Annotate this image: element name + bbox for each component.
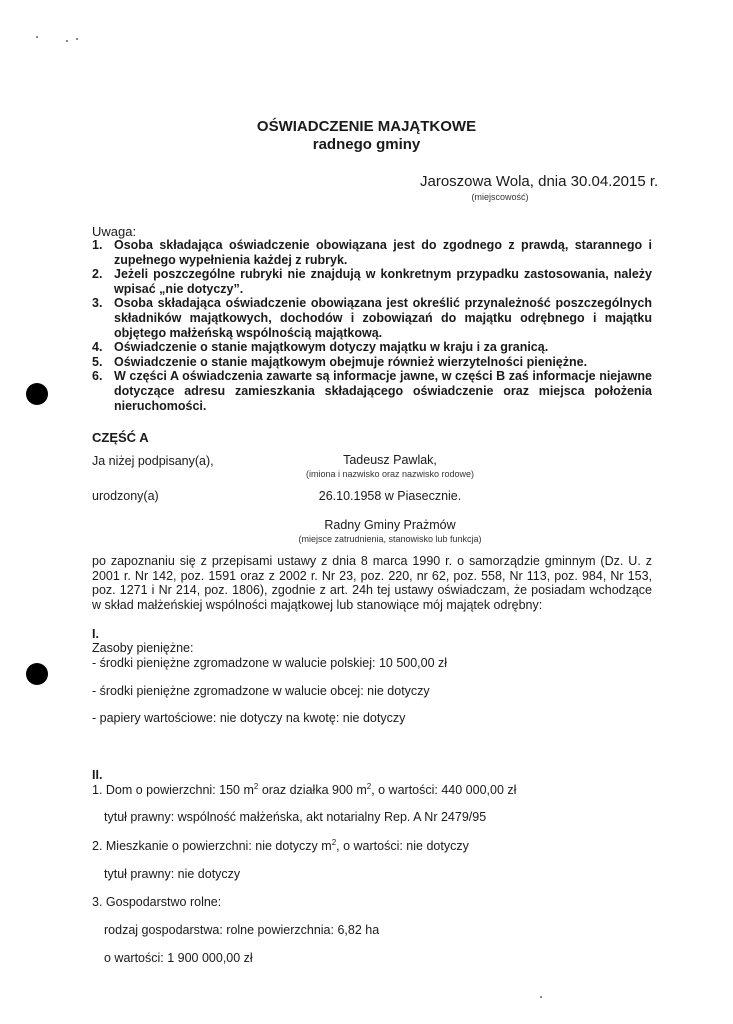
note-item: 1. Osoba składająca oświadczenie obowiązana jest do zgodnego z prawdą, starannego i zupełnego wypełnienia każdej z rubryk.: [92, 238, 652, 267]
punch-hole: [26, 383, 48, 405]
place-caption: (miejscowość): [471, 192, 529, 202]
securities: - papiery wartościowe: nie dotyczy na kwotę: nie dotyczy: [92, 711, 406, 725]
document-title: [0, 118, 733, 154]
employment: Radny Gminy Prażmów: [324, 518, 456, 532]
cash-pln: - środki pieniężne zgromadzone w walucie polskiej: 10 500,00 zł: [92, 656, 448, 670]
section1-numeral: I.: [92, 627, 99, 641]
flat-line: 2. Mieszkanie o powierzchni: nie dotyczy $m^2$, o wartości: nie dotyczy: [92, 838, 469, 854]
signed-label: Ja niżej podpisany(a),: [92, 454, 214, 468]
flat-title: tytuł prawny: nie dotyczy: [104, 867, 241, 881]
note-item: 5. Oświadczenie o stanie majątkowym obejmuje również wierzytelności pieniężne.: [92, 354, 588, 369]
section2-numeral: II.: [92, 768, 103, 782]
scan-speck: [76, 38, 78, 40]
born-value: 26.10.1958 w Piasecznie.: [318, 489, 462, 503]
place-date-value: Jaroszowa Wola, dnia 30.04.2015 r.: [420, 173, 659, 190]
house-line: 1. Dom o powierzchni: 150 $m^2$ oraz działka 900 $m^2$, o wartości: 440 000,00 zł: [92, 782, 517, 798]
note-item: 2. Jeżeli poszczególne rubryki nie znajdują w konkretnym przypadku zastosowania, należy wpisać „nie dotyczy”.: [92, 267, 652, 296]
note-item: 6. W części A oświadczenia zawarte są informacje jawne, w części B zaś informacje niejawne dotyczące adresu zamieszkania składającego oświadczenie oraz miejsca położenia nieruchomości.: [92, 369, 652, 413]
notes-heading: Uwaga:: [92, 224, 137, 239]
punch-hole: [26, 663, 48, 685]
title-line2: radnego gminy: [312, 136, 421, 153]
place-date: [420, 173, 658, 190]
note-item: 4. Oświadczenie o stanie majątkowym dotyczy majątku w kraju i za granicą.: [92, 340, 549, 355]
scan-speck: [36, 36, 38, 38]
farm-value: o wartości: 1 900 000,00 zł: [104, 951, 253, 965]
declarant-name: Tadeusz Pawlak,: [343, 453, 437, 467]
name-caption: (imiona i nazwisko oraz nazwisko rodowe): [305, 469, 475, 479]
title-line1: OŚWIADCZENIE MAJĄTKOWE: [256, 118, 477, 135]
farm-type: rodzaj gospodarstwa: rolne powierzchnia: 6,82 ha: [104, 923, 380, 937]
note-item: 3. Osoba składająca oświadczenie obowiązana jest określić przynależność poszczególnych składników majątkowych, dochodów i zobowiązań do majątku odrębnego i majątku objętego małżeńską wspólnością majątkową.: [92, 296, 652, 340]
house-title: tytuł prawny: wspólność małżeńska, akt notarialny Rep. A Nr 2479/95: [104, 810, 487, 824]
section1-heading: Zasoby pieniężne:: [92, 641, 194, 655]
employment-caption: (miejsce zatrudnienia, stanowisko lub funkcja): [298, 534, 482, 544]
farm-heading: 3. Gospodarstwo rolne:: [92, 895, 222, 909]
statement-paragraph: po zapoznaniu się z przepisami ustawy z dnia 8 marca 1990 r. o samorządzie gminnym (Dz. U. z 2001 r. Nr 142, poz. 1591 oraz z 2002 r. Nr 23, poz. 220, nr 62, poz. 558, Nr 113, poz. 984, Nr 153, poz. 1271 i Nr 214, poz. 1806), zgodnie z art. 24h tej ustawy oświadczam, że posiadam wchodzące w skład małżeńskiej wspólności majątkowej lub stanowiące mój majątek odrębny:: [92, 554, 652, 613]
born-label: urodzony(a): [92, 489, 159, 503]
scan-speck: [66, 40, 68, 42]
scan-speck: [540, 996, 542, 998]
part-a-heading: CZĘŚĆ A: [92, 430, 149, 445]
cash-foreign: - środki pieniężne zgromadzone w walucie obcej: nie dotyczy: [92, 684, 430, 698]
notes-list: [92, 238, 652, 413]
